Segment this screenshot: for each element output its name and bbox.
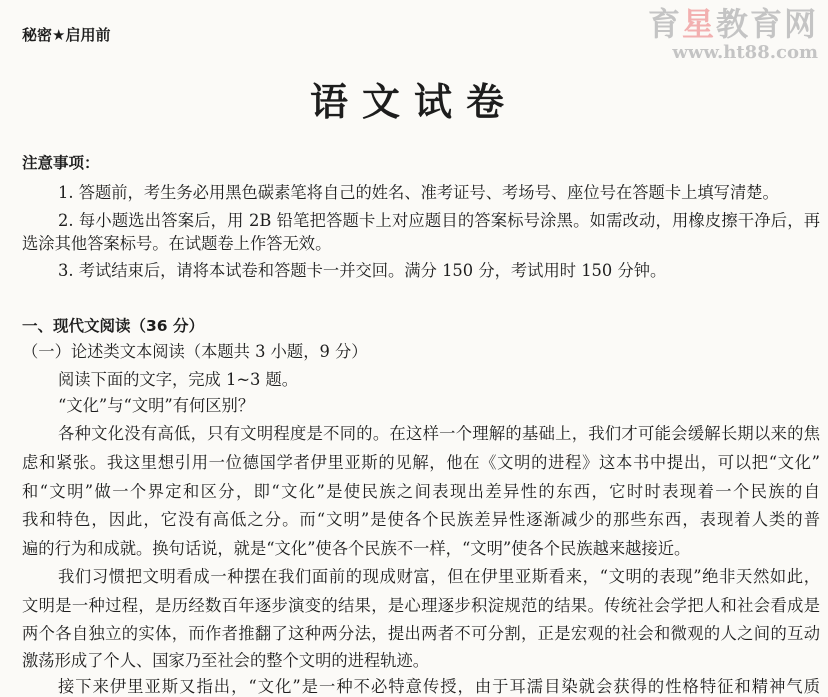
paragraph-2-line: 我们习惯把文明看成一种摆在我们面前的现成财富，但在伊里亚斯看来，“文明的表现”绝非天然如此， [58,567,820,586]
notice-item-3: 3. 考试结束后，请将本试卷和答题卡一并交回。满分 150 分，考试用时 150 分钟。 [58,261,667,280]
paragraph-1-line: 各种文化没有高低，只有文明程度是不同的。在这样一个理解的基础上，我们才可能会缓解长期以来的焦 [58,424,820,443]
watermark-text: 教育网 [715,5,818,43]
paragraph-1-line: 遍的行为和成就。换句话说，就是“文化”使各个民族不一样，“文明”使各个民族越来越接近。 [22,539,691,558]
notice-item-2: 2. 每小题选出答案后，用 2B 铅笔把答题卡上对应题目的答案标号涂黑。如需改动，用橡皮擦干净后，再 [58,211,820,230]
paragraph-1-line: 虑和紧张。我这里想引用一位德国学者伊里亚斯的见解，他在《文明的进程》这本书中提出，可以把“文化” [22,453,820,472]
notice-heading: 注意事项： [22,154,100,172]
notice-item-2-cont: 选涂其他答案标号。在试题卷上作答无效。 [22,234,332,253]
watermark [648,6,818,64]
exam-title: 语文试卷 [309,79,518,124]
paragraph-1-line: 我和特色，因此，它没有高低之分。而“文明”是使各个民族差异性逐渐减少的那些东西，表现着人类的普 [22,510,820,529]
paragraph-2-line: 两个各自独立的实体，而作者推翻了这种两分法，提出两者不可分割，正是宏观的社会和微观的人之间的互动 [22,624,820,643]
section-heading: 一、现代文阅读（36 分） [22,317,204,335]
confidential-label: 秘密★启用前 [22,26,111,44]
subsection-heading: （一）论述类文本阅读（本题共 3 小题，9 分） [22,342,368,361]
paragraph-2-line: 激荡形成了个人、国家乃至社会的整个文明的进程轨迹。 [22,651,430,670]
paragraph-2-line: 文明是一种过程，是历经数百年逐步演变的结果，是心理逐步积淀规范的结果。传统社会学把人和社会看成是 [22,596,820,615]
paragraph-1-line: 和“文明”做一个界定和区分，即“文化”是使民族之间表现出差异性的东西，它时时表现着一个民族的自 [22,482,820,501]
watermark-text: 育 [647,5,682,43]
reading-instruction: 阅读下面的文字，完成 1~3 题。 [58,370,299,389]
watermark-url: www.ht88.com [672,42,818,63]
passage-title: “文化”与“文明”有何区别？ [58,396,255,415]
notice-item-1: 1. 答题前，考生务必用黑色碳素笔将自己的姓名、准考证号、考场号、座位号在答题卡上填写清楚。 [58,183,779,202]
paragraph-3-line: 接下来伊里亚斯又指出，“文化”是一种不必特意传授，由于耳濡目染就会获得的性格特征和精神气质 [58,677,820,696]
watermark-text: 星 [681,5,716,43]
